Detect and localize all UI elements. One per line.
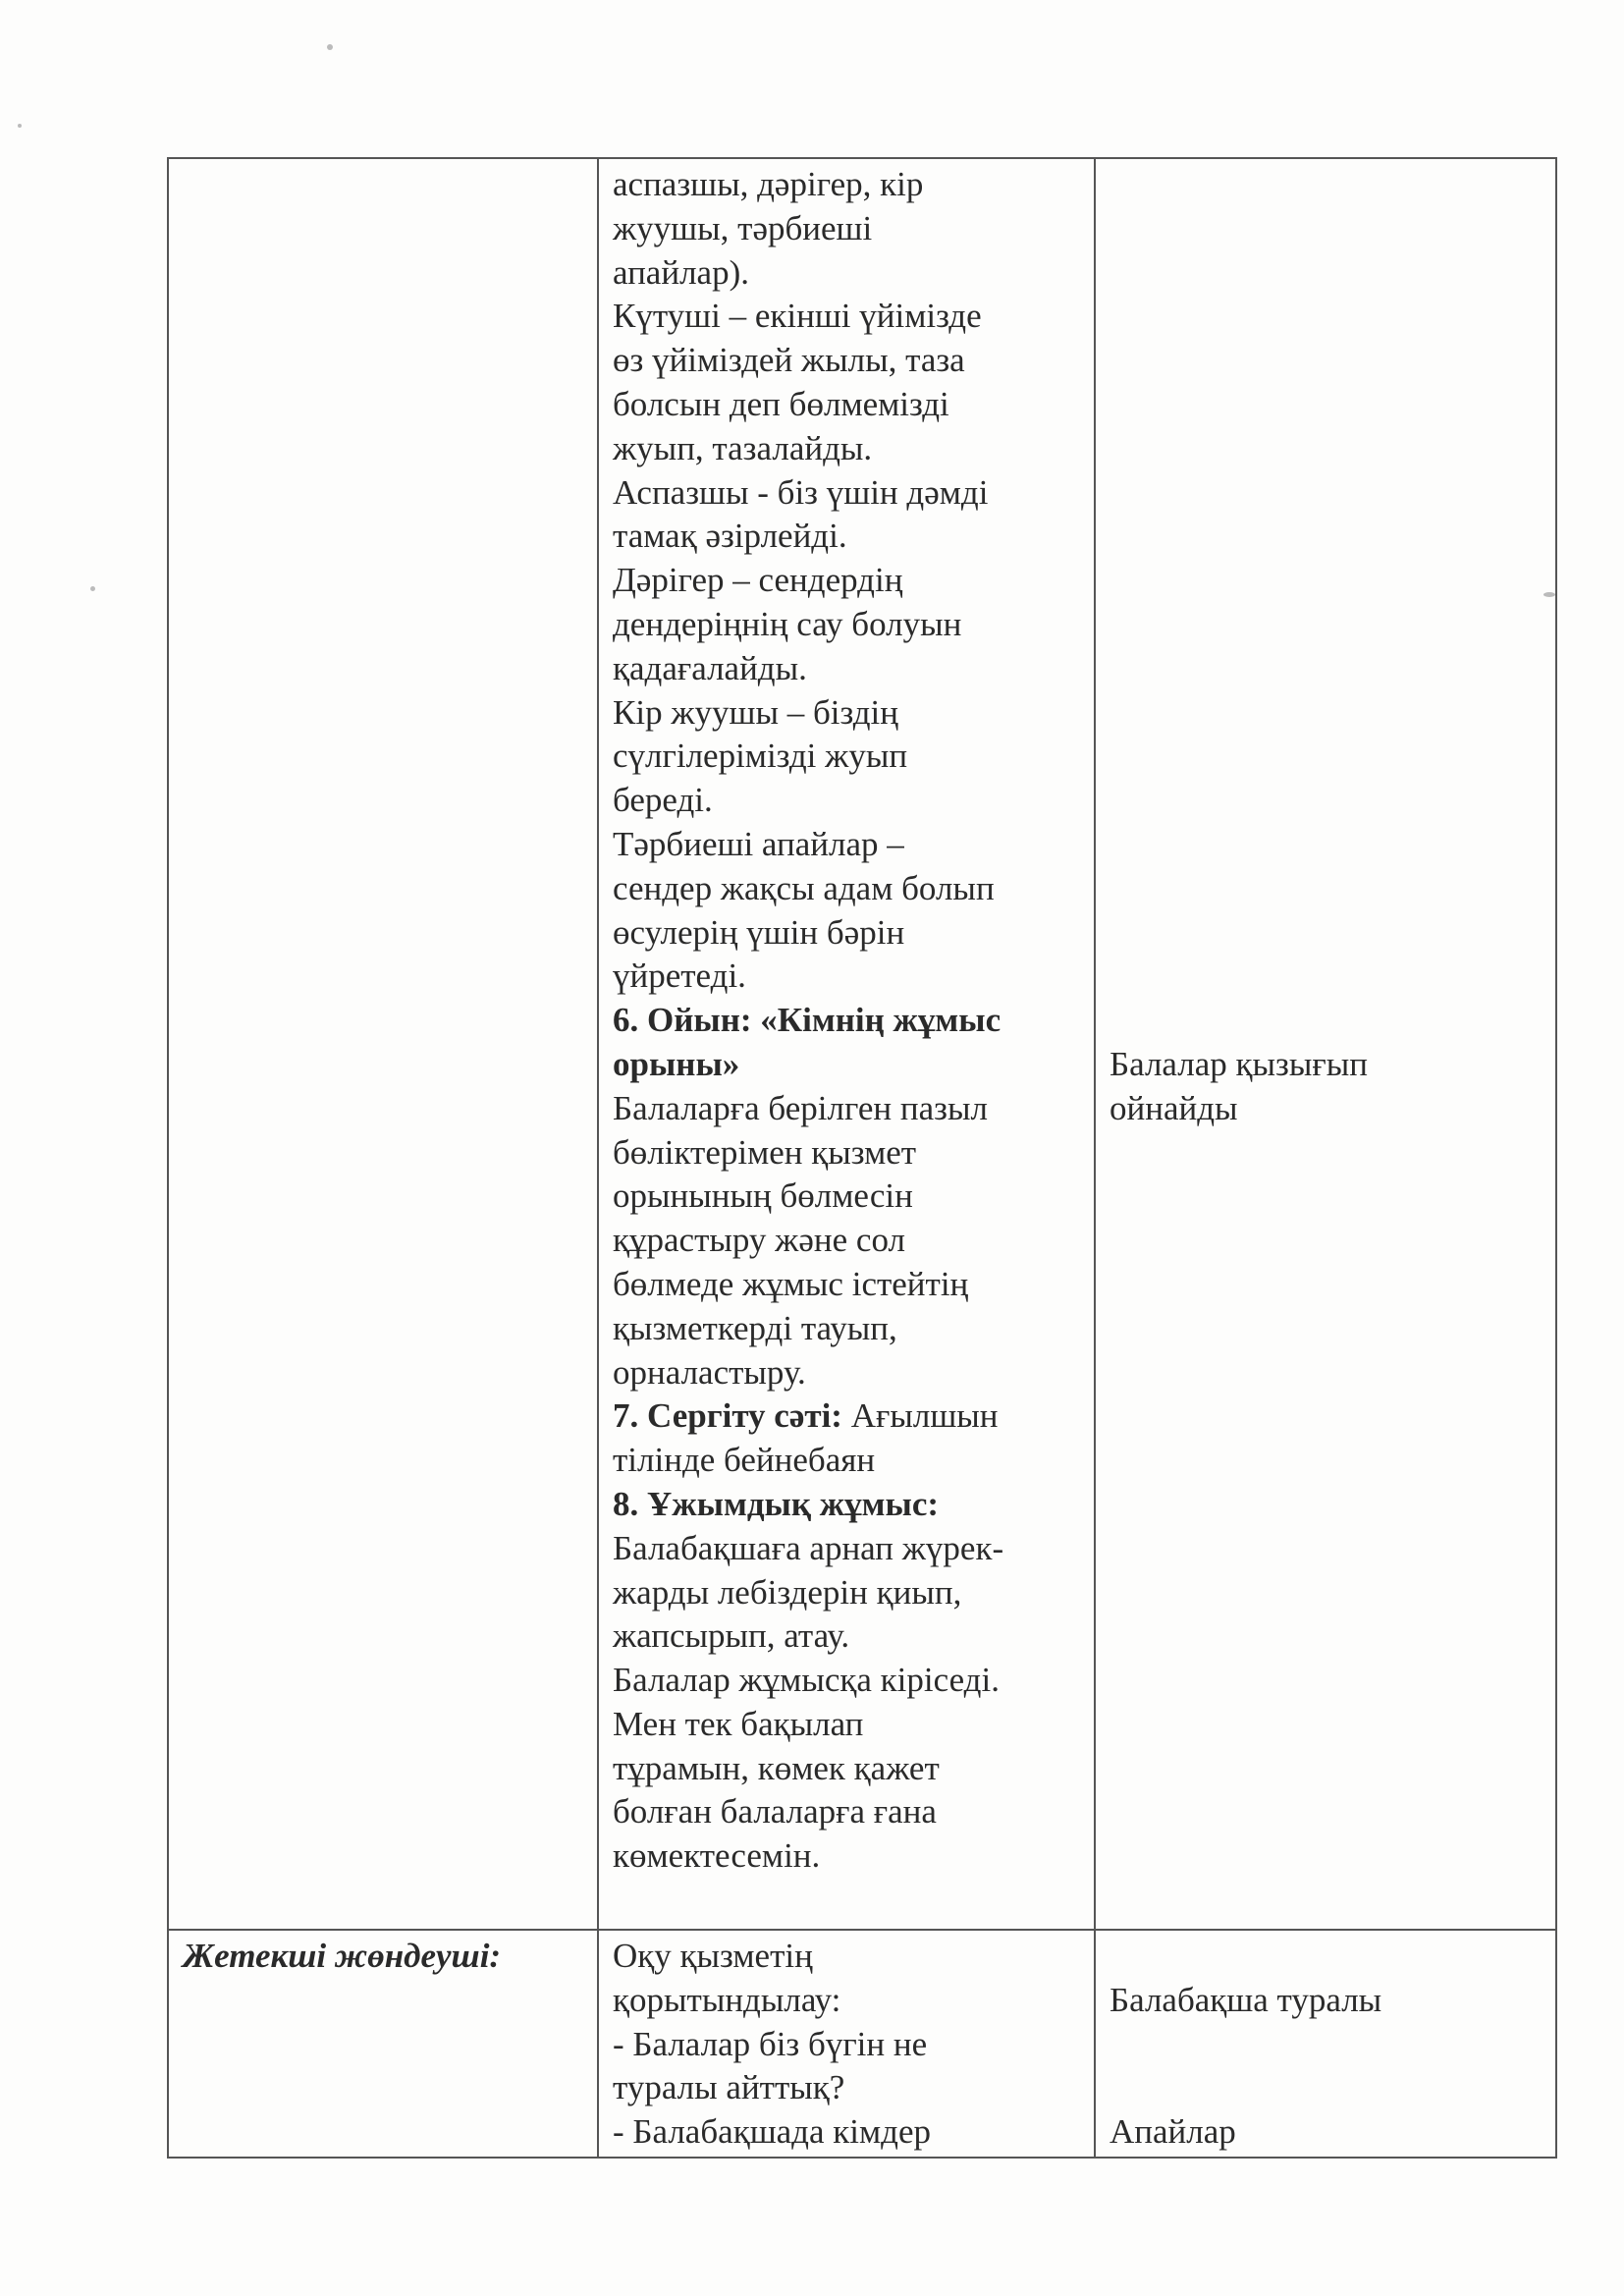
teacher-activity-cell xyxy=(598,1930,1095,2158)
text-line: Оқу қызметің xyxy=(613,1937,813,1975)
text-line: Тәрбиеші апайлар – xyxy=(613,824,904,863)
break-heading: 7. Сергіту сәті: xyxy=(613,1396,842,1436)
text-line: қорытындылау: xyxy=(613,1980,841,2019)
table-row xyxy=(168,158,1556,1930)
game-heading-cont: орыны» xyxy=(613,1044,740,1083)
scan-speck xyxy=(1543,592,1555,597)
text-line: жапсырып, атау. xyxy=(613,1616,850,1656)
text-line: ойнайды xyxy=(1110,1088,1238,1127)
text-line: Балабақша туралы xyxy=(1110,1980,1382,2019)
text-line: орналастыру. xyxy=(613,1352,806,1392)
text-line: көмектесемін. xyxy=(613,1836,821,1876)
children-activity-cell xyxy=(1095,158,1556,1930)
lesson-plan-table xyxy=(167,157,1557,2159)
text-line: Балалар қызығып xyxy=(1110,1045,1368,1083)
teacher-activity-cell xyxy=(598,158,1095,1930)
text-line: тамақ әзірлейді. xyxy=(613,517,847,556)
text-line: өсулерің үшін бәрін xyxy=(613,912,905,952)
text-line: - Балабақшада кімдер xyxy=(613,2112,931,2152)
text-line: Мен тек бақылап xyxy=(613,1704,864,1743)
text-line: бөлмеде жұмыс істейтің xyxy=(613,1264,969,1303)
text-line: қадағалайды. xyxy=(613,648,807,687)
text-line: болған балаларға ғана xyxy=(613,1792,937,1831)
text-line: Балабақшаға арнап жүрек- xyxy=(613,1528,1004,1567)
text-line: Балаларға берілген пазыл xyxy=(613,1088,988,1127)
text-line: Апайлар xyxy=(1110,2112,1236,2152)
group-work-heading: 8. Ұжымдық жұмыс: xyxy=(613,1484,940,1523)
stage-cell xyxy=(168,1930,598,2158)
text-line: өз үйіміздей жылы, таза xyxy=(613,341,965,380)
text-line: - Балалар біз бүгін не xyxy=(613,2024,928,2063)
scan-speck xyxy=(18,124,22,128)
text-line: тілінде бейнебаян xyxy=(613,1441,876,1480)
text-line: Балалар жұмысқа кіріседі. xyxy=(613,1661,1000,1700)
text-line: құрастыру және сол xyxy=(613,1221,905,1260)
text-line: үйретеді. xyxy=(613,957,746,996)
break-text: Ағылшын xyxy=(841,1396,999,1436)
text-line: аспазшы, дәрігер, кір xyxy=(613,165,924,203)
break-heading-line xyxy=(613,1394,1082,1439)
text-line: тұрамын, көмек қажет xyxy=(613,1748,940,1787)
text-line: орынының бөлмесін xyxy=(613,1176,913,1216)
spacer xyxy=(1110,2023,1543,2067)
text-line: жуушы, тәрбиеші xyxy=(613,208,873,247)
text-line: Кір жуушы – біздің xyxy=(613,692,898,732)
text-line: туралы айттық? xyxy=(613,2068,845,2107)
stage-cell xyxy=(168,158,598,1930)
scan-speck xyxy=(90,586,95,591)
text-line: сүлгілерімізді жуып xyxy=(613,737,908,776)
text-line: дендеріңнің сау болуын xyxy=(613,604,962,643)
text-line: Аспазшы - біз үшін дәмді xyxy=(613,472,989,512)
text-line: жуып, тазалайды. xyxy=(613,428,873,467)
text-line: Күтуші – екінші үйімізде xyxy=(613,297,982,336)
game-heading: 6. Ойын: «Кімнің жұмыс xyxy=(613,1001,1001,1040)
spacer xyxy=(1110,1935,1543,1979)
text-line: Дәрігер – сендердің xyxy=(613,561,903,600)
text-line: жарды лебіздерін қиып, xyxy=(613,1572,962,1612)
text-line: апайлар). xyxy=(613,252,749,292)
scan-speck xyxy=(327,44,333,50)
text-line: береді. xyxy=(613,781,713,820)
text-line: болсын деп бөлмемізді xyxy=(613,384,949,423)
table-row xyxy=(168,1930,1556,2158)
text-line: қызметкерді тауып, xyxy=(613,1308,897,1347)
stage-label: Жетекші жөндеуші: xyxy=(183,1937,502,1975)
text-line: бөліктерімен қызмет xyxy=(613,1132,917,1172)
children-activity-cell xyxy=(1095,1930,1556,2158)
text-line: сендер жақсы адам болып xyxy=(613,868,995,907)
spacer xyxy=(1110,2066,1543,2110)
